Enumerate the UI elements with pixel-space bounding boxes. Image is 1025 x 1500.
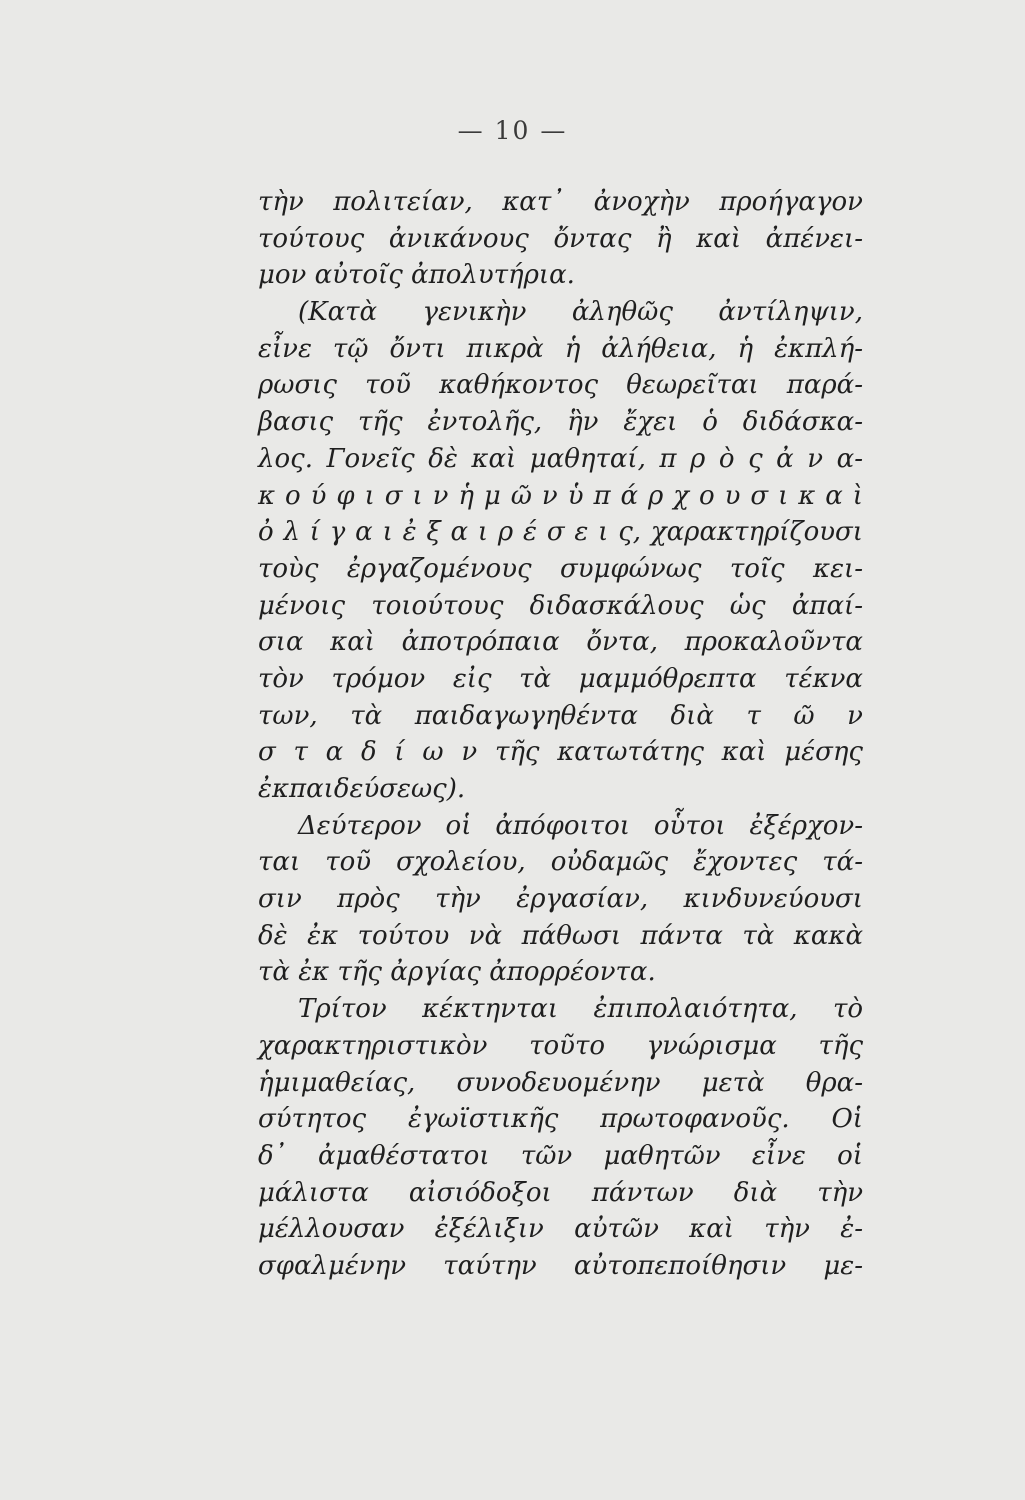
text-line: τὰ ἐκ τῆς ἀργίας ἀπορρέοντα. [258, 957, 656, 988]
text-line: ὀ λ ί γ α ι ἐ ξ α ι ρ έ σ ε ι ς, χαρακτηρίζουσι [258, 517, 863, 548]
text-line: λος. Γονεῖς δὲ καὶ μαθηταί, π ρ ὸ ς ἀ ν α- [258, 443, 863, 474]
text-line: των, τὰ παιδαγωγηθέντα διὰ τ ῶ ν [258, 700, 863, 731]
page-number: — 10 — [457, 116, 568, 145]
text-line: χαρακτηριστικὸν τοῦτο γνώρισμα τῆς [258, 1030, 863, 1061]
text-line: τὴν πολιτείαν, κατ᾽ ἀνοχὴν προήγαγον [258, 187, 863, 217]
text-line: μον αὐτοῖς ἀπολυτήρια. [258, 260, 575, 291]
text-line: τούτους ἀνικάνους ὄντας ἢ καὶ ἀπένει- [258, 223, 863, 254]
text-line: τὸν τρόμον εἰς τὰ μαμμόθρεπτα τέκνα [258, 663, 863, 694]
text-line: σια καὶ ἀποτρόπαια ὄντα, προκαλοῦντα [258, 627, 863, 658]
text-line: ἡμιμαθείας, συνοδευομένην μετὰ θρα- [258, 1067, 863, 1098]
text-line: βασις τῆς ἐντολῆς, ἣν ἔχει ὁ διδάσκα- [258, 407, 863, 438]
text-line: δὲ ἐκ τούτου νὰ πάθωσι πάντα τὰ κακὰ [258, 920, 863, 951]
text-line: εἶνε τῷ ὄντι πικρὰ ἡ ἀλήθεια, ἡ ἐκπλή- [258, 333, 863, 364]
text-line: σιν πρὸς τὴν ἐργασίαν, κινδυνεύουσι [258, 884, 863, 915]
text-line: Τρίτον κέκτηνται ἐπιπολαιότητα, τὸ [298, 994, 863, 1025]
text-line: ρωσις τοῦ καθήκοντος θεωρεῖται παρά- [258, 370, 863, 401]
text-line: μάλιστα αἰσιόδοξοι πάντων διὰ τὴν [258, 1177, 863, 1208]
text-line: σ τ α δ ί ω ν τῆς κατωτάτης καὶ μέσης [258, 737, 863, 768]
text-line: μένοις τοιούτους διδασκάλους ὡς ἀπαί- [258, 590, 863, 621]
text-line: δ᾽ ἀμαθέστατοι τῶν μαθητῶν εἶνε οἱ [258, 1140, 863, 1171]
text-line: ται τοῦ σχολείου, οὐδαμῶς ἔχοντες τά- [258, 847, 863, 878]
text-line: Δεύτερον οἱ ἀπόφοιτοι οὗτοι ἐξέρχον- [298, 810, 863, 841]
text-line: σύτητος ἐγωϊστικῆς πρωτοφανοῦς. Οἱ [258, 1104, 863, 1135]
text-line: σφαλμένην ταύτην αὐτοπεποίθησιν με- [258, 1250, 863, 1281]
text-line: κ ο ύ φ ι σ ι ν ἡ μ ῶ ν ὑ π ά ρ χ ο υ σ ι κ α ὶ [258, 480, 863, 511]
text-line: μέλλουσαν ἐξέλιξιν αὐτῶν καὶ τὴν ἐ- [258, 1214, 863, 1245]
text-line: (Κατὰ γενικὴν ἀληθῶς ἀντίληψιν, [298, 297, 863, 328]
text-line: τοὺς ἐργαζομένους συμφώνως τοῖς κει- [258, 553, 863, 584]
text-line: ἐκπαιδεύσεως). [258, 774, 466, 804]
body-text [258, 184, 863, 1285]
